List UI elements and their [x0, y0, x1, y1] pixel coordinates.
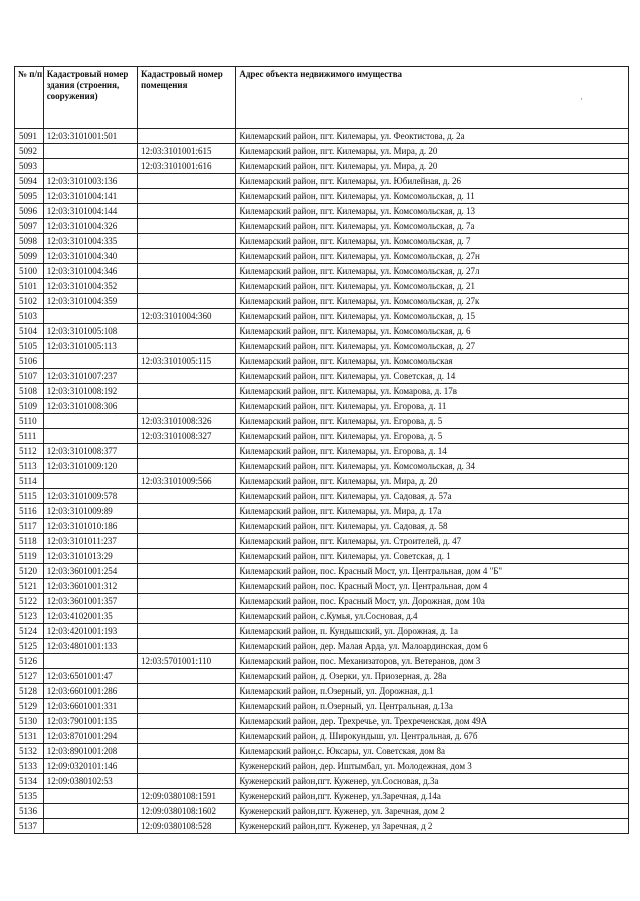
building-cadastral-cell: 12:03:3101010:186 — [43, 519, 137, 534]
row-number-cell: 5098 — [15, 234, 44, 249]
row-number-cell: 5106 — [15, 354, 44, 369]
address-cell: Килемарский район, д. Озерки, ул. Приозерная, д. 28а — [236, 669, 629, 684]
building-cadastral-cell: 12:03:6601001:286 — [43, 684, 137, 699]
room-cadastral-cell — [137, 279, 235, 294]
building-cadastral-cell: 12:03:3101009:89 — [43, 504, 137, 519]
building-cadastral-cell: 12:03:4201001:193 — [43, 624, 137, 639]
table-row — [15, 819, 629, 834]
room-cadastral-cell — [137, 579, 235, 594]
address-cell: Килемарский район, пгт. Килемары, ул. Садовая, д. 58 — [236, 519, 629, 534]
table-row — [15, 309, 629, 324]
building-cadastral-cell: 12:03:3101003:136 — [43, 174, 137, 189]
building-cadastral-cell: 12:03:6601001:331 — [43, 699, 137, 714]
building-cadastral-cell: 12:03:8701001:294 — [43, 729, 137, 744]
room-cadastral-cell: 12:03:3101001:616 — [137, 159, 235, 174]
row-number-cell: 5104 — [15, 324, 44, 339]
address-cell: Килемарский район, п.Озерный, ул. Дорожная, д.1 — [236, 684, 629, 699]
table-row — [15, 609, 629, 624]
table-row — [15, 669, 629, 684]
address-cell: Килемарский район, пгт. Килемары, ул. Комсомольская, д. 27н — [236, 249, 629, 264]
table-header-row — [15, 67, 629, 129]
address-cell: Килемарский район, пгт. Килемары, ул. Строителей, д. 47 — [236, 534, 629, 549]
building-cadastral-cell: 12:03:3601001:312 — [43, 579, 137, 594]
building-cadastral-cell: 12:03:3601001:254 — [43, 564, 137, 579]
building-cadastral-cell: 12:03:3101004:340 — [43, 249, 137, 264]
address-cell: Килемарский район, пгт. Килемары, ул. Комсомольская, д. 6 — [236, 324, 629, 339]
table-row — [15, 354, 629, 369]
row-number-cell: 5109 — [15, 399, 44, 414]
address-cell: Килемарский район, пос. Механизаторов, ул. Ветеранов, дом 3 — [236, 654, 629, 669]
building-cadastral-cell: 12:03:3101011:237 — [43, 534, 137, 549]
address-cell: Килемарский район, пгт. Килемары, ул. Комсомольская, д. 27 — [236, 339, 629, 354]
table-row — [15, 189, 629, 204]
table-row — [15, 264, 629, 279]
building-cadastral-cell: 12:09:0320101:146 — [43, 759, 137, 774]
table-body — [15, 129, 629, 834]
row-number-cell: 5102 — [15, 294, 44, 309]
room-cadastral-cell — [137, 264, 235, 279]
table-row — [15, 639, 629, 654]
building-cadastral-cell — [43, 804, 137, 819]
row-number-cell: 5125 — [15, 639, 44, 654]
address-cell: Килемарский район, пгт. Килемары, ул. Комсомольская, д. 13 — [236, 204, 629, 219]
table-row — [15, 339, 629, 354]
building-cadastral-cell: 12:03:3601001:357 — [43, 594, 137, 609]
row-number-cell: 5100 — [15, 264, 44, 279]
row-number-cell: 5099 — [15, 249, 44, 264]
header-number: № п/п — [15, 67, 44, 129]
row-number-cell: 5135 — [15, 789, 44, 804]
room-cadastral-cell — [137, 234, 235, 249]
room-cadastral-cell — [137, 444, 235, 459]
row-number-cell: 5094 — [15, 174, 44, 189]
row-number-cell: 5136 — [15, 804, 44, 819]
room-cadastral-cell: 12:03:3101001:615 — [137, 144, 235, 159]
room-cadastral-cell — [137, 684, 235, 699]
row-number-cell: 5120 — [15, 564, 44, 579]
address-cell: Килемарский район, пгт. Килемары, ул. Советская, д. 14 — [236, 369, 629, 384]
address-cell: Килемарский район, пгт. Килемары, ул. Комсомольская, д. 15 — [236, 309, 629, 324]
room-cadastral-cell — [137, 744, 235, 759]
row-number-cell: 5128 — [15, 684, 44, 699]
building-cadastral-cell: 12:03:6501001:47 — [43, 669, 137, 684]
room-cadastral-cell — [137, 399, 235, 414]
room-cadastral-cell — [137, 129, 235, 144]
table-row — [15, 789, 629, 804]
row-number-cell: 5129 — [15, 699, 44, 714]
address-cell: Килемарский район, пгт. Килемары, ул. Садовая, д. 57а — [236, 489, 629, 504]
address-cell: Килемарский район, пгт. Килемары, ул. Мира, д. 20 — [236, 474, 629, 489]
address-cell: Килемарский район, пгт. Килемары, ул. Мира, д. 20 — [236, 144, 629, 159]
room-cadastral-cell — [137, 774, 235, 789]
table-row — [15, 219, 629, 234]
header-address: Адрес объекта недвижимого имущества — [236, 67, 629, 129]
room-cadastral-cell: 12:03:3101004:360 — [137, 309, 235, 324]
row-number-cell: 5126 — [15, 654, 44, 669]
address-cell: Килемарский район, пгт. Килемары, ул. Юбилейная, д. 26 — [236, 174, 629, 189]
address-cell: Куженерский район,пгт. Куженер, ул.Заречная, д.14а — [236, 789, 629, 804]
building-cadastral-cell: 12:03:3101004:144 — [43, 204, 137, 219]
row-number-cell: 5095 — [15, 189, 44, 204]
table-row — [15, 579, 629, 594]
room-cadastral-cell — [137, 624, 235, 639]
building-cadastral-cell — [43, 159, 137, 174]
room-cadastral-cell: 12:03:3101008:327 — [137, 429, 235, 444]
table-row — [15, 204, 629, 219]
building-cadastral-cell: 12:03:7901001:135 — [43, 714, 137, 729]
table-row — [15, 129, 629, 144]
room-cadastral-cell — [137, 714, 235, 729]
table-row — [15, 249, 629, 264]
address-cell: Килемарский район, пгт. Килемары, ул. Мира, д. 20 — [236, 159, 629, 174]
scan-mark: · — [580, 94, 583, 104]
room-cadastral-cell — [137, 609, 235, 624]
building-cadastral-cell: 12:03:3101004:359 — [43, 294, 137, 309]
row-number-cell: 5092 — [15, 144, 44, 159]
table-row — [15, 174, 629, 189]
building-cadastral-cell: 12:03:4102001:35 — [43, 609, 137, 624]
building-cadastral-cell: 12:03:3101004:326 — [43, 219, 137, 234]
address-cell: Килемарский район, пгт. Килемары, ул. Мира, д. 17а — [236, 504, 629, 519]
address-cell: Килемарский район, пгт. Килемары, ул. Комсомольская, д. 21 — [236, 279, 629, 294]
building-cadastral-cell — [43, 354, 137, 369]
address-cell: Килемарский район, пгт. Килемары, ул. Комсомольская, д. 7а — [236, 219, 629, 234]
room-cadastral-cell — [137, 564, 235, 579]
address-cell: Килемарский район, дер. Малая Арда, ул. Малоардинская, дом 6 — [236, 639, 629, 654]
room-cadastral-cell: 12:03:5701001:110 — [137, 654, 235, 669]
building-cadastral-cell — [43, 789, 137, 804]
table-row — [15, 399, 629, 414]
room-cadastral-cell — [137, 594, 235, 609]
row-number-cell: 5110 — [15, 414, 44, 429]
building-cadastral-cell: 12:03:3101005:113 — [43, 339, 137, 354]
building-cadastral-cell — [43, 819, 137, 834]
address-cell: Килемарский район, пос. Красный Мост, ул. Центральная, дом 4 — [236, 579, 629, 594]
room-cadastral-cell — [137, 639, 235, 654]
row-number-cell: 5101 — [15, 279, 44, 294]
room-cadastral-cell — [137, 249, 235, 264]
building-cadastral-cell — [43, 474, 137, 489]
room-cadastral-cell: 12:03:3101009:566 — [137, 474, 235, 489]
table-row — [15, 714, 629, 729]
building-cadastral-cell: 12:03:3101005:108 — [43, 324, 137, 339]
header-building-cadastral: Кадастровый номер здания (строения, сооружения) — [43, 67, 137, 129]
building-cadastral-cell — [43, 414, 137, 429]
address-cell: Килемарский район, пгт. Килемары, ул. Комсомольская, д. 7 — [236, 234, 629, 249]
row-number-cell: 5118 — [15, 534, 44, 549]
room-cadastral-cell — [137, 729, 235, 744]
row-number-cell: 5132 — [15, 744, 44, 759]
row-number-cell: 5097 — [15, 219, 44, 234]
building-cadastral-cell: 12:03:3101009:120 — [43, 459, 137, 474]
address-cell: Килемарский район,с. Юксары, ул. Советская, дом 8а — [236, 744, 629, 759]
room-cadastral-cell — [137, 339, 235, 354]
row-number-cell: 5115 — [15, 489, 44, 504]
building-cadastral-cell: 12:03:4801001:133 — [43, 639, 137, 654]
row-number-cell: 5133 — [15, 759, 44, 774]
room-cadastral-cell — [137, 489, 235, 504]
row-number-cell: 5105 — [15, 339, 44, 354]
address-cell: Килемарский район, пгт. Килемары, ул. Егорова, д. 14 — [236, 444, 629, 459]
room-cadastral-cell: 12:09:0380108:528 — [137, 819, 235, 834]
row-number-cell: 5108 — [15, 384, 44, 399]
table-row — [15, 654, 629, 669]
table-row — [15, 294, 629, 309]
building-cadastral-cell: 12:03:3101004:335 — [43, 234, 137, 249]
row-number-cell: 5093 — [15, 159, 44, 174]
row-number-cell: 5130 — [15, 714, 44, 729]
room-cadastral-cell — [137, 294, 235, 309]
room-cadastral-cell — [137, 384, 235, 399]
room-cadastral-cell — [137, 504, 235, 519]
building-cadastral-cell: 12:03:3101009:578 — [43, 489, 137, 504]
address-cell: Килемарский район, пгт. Килемары, ул. Комарова, д. 17в — [236, 384, 629, 399]
table-row — [15, 489, 629, 504]
address-cell: Килемарский район, пгт. Килемары, ул. Феоктистова, д. 2а — [236, 129, 629, 144]
room-cadastral-cell — [137, 549, 235, 564]
building-cadastral-cell: 12:03:3101013:29 — [43, 549, 137, 564]
address-cell: Килемарский район, пгт. Килемары, ул. Советская, д. 1 — [236, 549, 629, 564]
room-cadastral-cell — [137, 519, 235, 534]
table-row — [15, 279, 629, 294]
building-cadastral-cell: 12:03:8901001:208 — [43, 744, 137, 759]
room-cadastral-cell — [137, 699, 235, 714]
room-cadastral-cell: 12:09:0380108:1602 — [137, 804, 235, 819]
address-cell: Куженерский район,пгт. Куженер, ул Заречная, д 2 — [236, 819, 629, 834]
address-cell: Килемарский район, пос. Красный Мост, ул. Центральная, дом 4 "Б" — [236, 564, 629, 579]
table-row — [15, 459, 629, 474]
building-cadastral-cell: 12:03:3101004:352 — [43, 279, 137, 294]
table-row — [15, 744, 629, 759]
room-cadastral-cell — [137, 174, 235, 189]
building-cadastral-cell: 12:09:0380102:53 — [43, 774, 137, 789]
table-row — [15, 684, 629, 699]
row-number-cell: 5137 — [15, 819, 44, 834]
address-cell: Килемарский район, пгт. Килемары, ул. Егорова, д. 11 — [236, 399, 629, 414]
table-row — [15, 594, 629, 609]
address-cell: Куженерский район, дер. Иштымбал, ул. Молодежная, дом 3 — [236, 759, 629, 774]
table-row — [15, 699, 629, 714]
table-row — [15, 624, 629, 639]
room-cadastral-cell — [137, 669, 235, 684]
table-row — [15, 804, 629, 819]
room-cadastral-cell — [137, 459, 235, 474]
row-number-cell: 5103 — [15, 309, 44, 324]
room-cadastral-cell — [137, 204, 235, 219]
address-cell: Килемарский район, дер. Трехречье, ул. Трехреченская, дом 49А — [236, 714, 629, 729]
address-cell: Килемарский район, п. Кундышский, ул. Дорожная, д. 1а — [236, 624, 629, 639]
table-row — [15, 144, 629, 159]
address-cell: Килемарский район, пгт. Килемары, ул. Комсомольская, д. 11 — [236, 189, 629, 204]
address-cell: Килемарский район, п.Озерный, ул. Центральная, д.13а — [236, 699, 629, 714]
address-cell: Килемарский район, с.Кумья, ул.Сосновая, д.4 — [236, 609, 629, 624]
table-row — [15, 414, 629, 429]
room-cadastral-cell: 12:09:0380108:1591 — [137, 789, 235, 804]
table-row — [15, 429, 629, 444]
table-row — [15, 759, 629, 774]
building-cadastral-cell: 12:03:3101008:377 — [43, 444, 137, 459]
room-cadastral-cell: 12:03:3101008:326 — [137, 414, 235, 429]
building-cadastral-cell — [43, 654, 137, 669]
address-cell: Килемарский район, пгт. Килемары, ул. Комсомольская — [236, 354, 629, 369]
table-row — [15, 234, 629, 249]
address-cell: Килемарский район, пгт. Килемары, ул. Комсомольская, д. 27к — [236, 294, 629, 309]
row-number-cell: 5119 — [15, 549, 44, 564]
table-row — [15, 519, 629, 534]
room-cadastral-cell — [137, 369, 235, 384]
row-number-cell: 5116 — [15, 504, 44, 519]
building-cadastral-cell: 12:03:3101004:346 — [43, 264, 137, 279]
address-cell: Килемарский район, пгт. Килемары, ул. Комсомольская, д. 27л — [236, 264, 629, 279]
building-cadastral-cell: 12:03:3101004:141 — [43, 189, 137, 204]
building-cadastral-cell — [43, 429, 137, 444]
building-cadastral-cell: 12:03:3101008:192 — [43, 384, 137, 399]
address-cell: Килемарский район, пгт. Килемары, ул. Егорова, д. 5 — [236, 429, 629, 444]
building-cadastral-cell: 12:03:3101007:237 — [43, 369, 137, 384]
building-cadastral-cell — [43, 309, 137, 324]
room-cadastral-cell — [137, 189, 235, 204]
row-number-cell: 5111 — [15, 429, 44, 444]
address-cell: Куженерский район,пгт. Куженер, ул.Сосновая, д.3а — [236, 774, 629, 789]
table-row — [15, 774, 629, 789]
table-row — [15, 549, 629, 564]
table-row — [15, 159, 629, 174]
address-cell: Килемарский район, д. Широкундыш, ул. Центральная, д. 67б — [236, 729, 629, 744]
row-number-cell: 5114 — [15, 474, 44, 489]
room-cadastral-cell — [137, 534, 235, 549]
room-cadastral-cell — [137, 759, 235, 774]
table-row — [15, 369, 629, 384]
row-number-cell: 5134 — [15, 774, 44, 789]
table-row — [15, 504, 629, 519]
row-number-cell: 5122 — [15, 594, 44, 609]
table-row — [15, 564, 629, 579]
row-number-cell: 5117 — [15, 519, 44, 534]
table-row — [15, 729, 629, 744]
table-row — [15, 324, 629, 339]
row-number-cell: 5091 — [15, 129, 44, 144]
building-cadastral-cell: 12:03:3101001:501 — [43, 129, 137, 144]
row-number-cell: 5124 — [15, 624, 44, 639]
table-row — [15, 384, 629, 399]
address-cell: Килемарский район, пгт. Килемары, ул. Комсомольская, д. 34 — [236, 459, 629, 474]
header-room-cadastral: Кадастровый номер помещения — [137, 67, 235, 129]
row-number-cell: 5113 — [15, 459, 44, 474]
row-number-cell: 5112 — [15, 444, 44, 459]
address-cell: Килемарский район, пос. Красный Мост, ул. Дорожная, дом 10а — [236, 594, 629, 609]
row-number-cell: 5096 — [15, 204, 44, 219]
address-cell: Куженерский район,пгт. Куженер, ул. Заречная, дом 2 — [236, 804, 629, 819]
row-number-cell: 5121 — [15, 579, 44, 594]
row-number-cell: 5127 — [15, 669, 44, 684]
building-cadastral-cell: 12:03:3101008:306 — [43, 399, 137, 414]
row-number-cell: 5123 — [15, 609, 44, 624]
row-number-cell: 5107 — [15, 369, 44, 384]
registry-sheet — [14, 66, 629, 834]
building-cadastral-cell — [43, 144, 137, 159]
room-cadastral-cell — [137, 219, 235, 234]
room-cadastral-cell: 12:03:3101005:115 — [137, 354, 235, 369]
property-registry-table — [14, 66, 629, 834]
address-cell: Килемарский район, пгт. Килемары, ул. Егорова, д. 5 — [236, 414, 629, 429]
table-row — [15, 534, 629, 549]
row-number-cell: 5131 — [15, 729, 44, 744]
table-row — [15, 444, 629, 459]
table-row — [15, 474, 629, 489]
room-cadastral-cell — [137, 324, 235, 339]
